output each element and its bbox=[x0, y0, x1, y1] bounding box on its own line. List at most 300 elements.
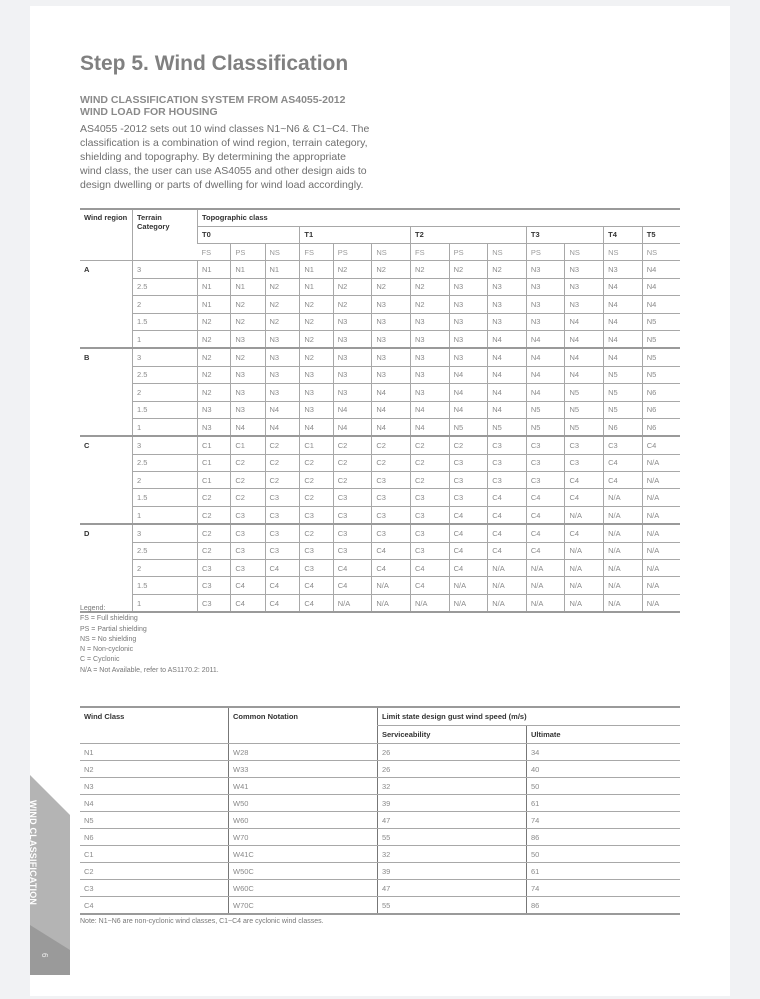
wind-class-cell: C2 bbox=[265, 472, 300, 489]
terrain-cell: 2 bbox=[133, 296, 198, 313]
wind-class-cell: C3 bbox=[410, 489, 449, 506]
wind-class-cell: C3 bbox=[265, 506, 300, 524]
wind-class-cell: N3 bbox=[449, 296, 488, 313]
wind-class-cell: C4 bbox=[80, 897, 229, 915]
wind-class-cell: N5 bbox=[642, 366, 680, 383]
table-row bbox=[80, 744, 680, 761]
wind-class-cell: C4 bbox=[449, 506, 488, 524]
wind-class-cell: N5 bbox=[449, 418, 488, 436]
wind-class-cell: C3 bbox=[410, 542, 449, 559]
wind-class-cell: N4 bbox=[488, 384, 527, 401]
page-title: Step 5. Wind Classification bbox=[80, 52, 349, 75]
wind-class-cell: N/A bbox=[642, 577, 680, 594]
topo-class-t4: T4 bbox=[604, 227, 643, 244]
shielding-label: NS bbox=[565, 244, 604, 261]
wind-class-cell: N4 bbox=[526, 330, 565, 348]
terrain-cell: 1 bbox=[133, 418, 198, 436]
wind-class-cell: N3 bbox=[231, 330, 265, 348]
wind-class-cell: C3 bbox=[410, 506, 449, 524]
table-row bbox=[80, 278, 680, 295]
wind-class-cell: N3 bbox=[449, 278, 488, 295]
wind-class-cell: N3 bbox=[300, 366, 333, 383]
header-wind-region: Wind region bbox=[80, 209, 133, 261]
wind-class-cell: C4 bbox=[488, 524, 527, 542]
page-number: 6 bbox=[40, 953, 49, 958]
wind-class-cell: N3 bbox=[265, 330, 300, 348]
table-note: Note: N1~N6 are non-cyclonic wind classes, C1~C4 are cyclonic wind classes. bbox=[80, 918, 324, 925]
wind-class-cell: N4 bbox=[449, 401, 488, 418]
wind-class-cell: C1 bbox=[198, 472, 231, 489]
wind-class-cell: N2 bbox=[231, 348, 265, 366]
header-terrain-category: Terrain Category bbox=[133, 209, 198, 261]
shielding-label: NS bbox=[265, 244, 300, 261]
table-row bbox=[80, 880, 680, 897]
table-row bbox=[80, 261, 680, 278]
wind-class-cell: N4 bbox=[231, 418, 265, 436]
wind-class-cell: N5 bbox=[565, 401, 604, 418]
topo-class-t3: T3 bbox=[526, 227, 603, 244]
header-wind-class: Wind Class bbox=[80, 707, 229, 744]
table-row bbox=[80, 348, 680, 366]
table-row bbox=[80, 812, 680, 829]
wind-class-cell: C1 bbox=[198, 436, 231, 454]
wind-class-cell: N3 bbox=[449, 348, 488, 366]
wind-class-cell: C4 bbox=[449, 542, 488, 559]
terrain-cell: 3 bbox=[133, 436, 198, 454]
table-row bbox=[80, 296, 680, 313]
legend-title: Legend: bbox=[80, 605, 106, 612]
terrain-cell: 1.5 bbox=[133, 313, 198, 330]
wind-class-cell: N4 bbox=[604, 330, 643, 348]
wind-class-cell: N3 bbox=[333, 330, 372, 348]
wind-class-cell: C4 bbox=[372, 542, 411, 559]
wind-class-cell: C2 bbox=[449, 436, 488, 454]
wind-class-cell: C1 bbox=[198, 454, 231, 471]
wind-class-cell: C2 bbox=[198, 506, 231, 524]
document-page bbox=[30, 6, 730, 996]
wind-class-cell: N1 bbox=[300, 278, 333, 295]
legend-item: C = Cyclonic bbox=[80, 656, 120, 664]
wind-class-cell: N3 bbox=[410, 313, 449, 330]
wind-class-cell: N4 bbox=[488, 401, 527, 418]
wind-class-cell: C3 bbox=[410, 524, 449, 542]
topo-class-t5: T5 bbox=[642, 227, 680, 244]
notation-cell: W41 bbox=[229, 778, 378, 795]
wind-class-cell: C4 bbox=[604, 472, 643, 489]
table-row bbox=[80, 897, 680, 915]
legend bbox=[80, 604, 219, 676]
wind-class-cell: C4 bbox=[265, 560, 300, 577]
wind-class-cell: C4 bbox=[449, 560, 488, 577]
wind-class-cell: C2 bbox=[410, 454, 449, 471]
terrain-cell: 2 bbox=[133, 384, 198, 401]
wind-class-cell: N/A bbox=[565, 542, 604, 559]
ultimate-cell: 61 bbox=[527, 795, 681, 812]
terrain-cell: 1 bbox=[133, 506, 198, 524]
wind-class-cell: N2 bbox=[333, 261, 372, 278]
wind-class-cell: N/A bbox=[604, 524, 643, 542]
wind-class-cell: C4 bbox=[333, 560, 372, 577]
wind-class-cell: C4 bbox=[526, 506, 565, 524]
wind-class-cell: C4 bbox=[565, 472, 604, 489]
wind-class-cell: N5 bbox=[642, 330, 680, 348]
wind-class-cell: C2 bbox=[231, 472, 265, 489]
wind-class-cell: N2 bbox=[410, 261, 449, 278]
wind-class-cell: N1 bbox=[80, 744, 229, 761]
wind-class-cell: N/A bbox=[642, 489, 680, 506]
table-row bbox=[80, 761, 680, 778]
wind-class-cell: N3 bbox=[372, 330, 411, 348]
shielding-label: PS bbox=[333, 244, 372, 261]
wind-class-cell: N2 bbox=[265, 296, 300, 313]
wind-class-cell: N/A bbox=[565, 577, 604, 594]
wind-class-cell: N4 bbox=[604, 313, 643, 330]
wind-class-cell: C3 bbox=[488, 472, 527, 489]
terrain-cell: 3 bbox=[133, 261, 198, 278]
wind-class-cell: N3 bbox=[488, 296, 527, 313]
wind-class-cell: C2 bbox=[198, 489, 231, 506]
ultimate-cell: 61 bbox=[527, 863, 681, 880]
ultimate-cell: 50 bbox=[527, 846, 681, 863]
wind-class-cell: N6 bbox=[604, 418, 643, 436]
wind-class-cell: N4 bbox=[642, 261, 680, 278]
header-limit-state: Limit state design gust wind speed (m/s) bbox=[378, 707, 681, 726]
wind-class-cell: C4 bbox=[526, 489, 565, 506]
wind-class-cell: N/A bbox=[565, 560, 604, 577]
wind-class-cell: C3 bbox=[333, 489, 372, 506]
wind-class-cell: N/A bbox=[642, 472, 680, 489]
wind-class-cell: C1 bbox=[231, 436, 265, 454]
wind-class-cell: N4 bbox=[449, 384, 488, 401]
wind-region-cell bbox=[80, 313, 133, 330]
terrain-cell: 1.5 bbox=[133, 489, 198, 506]
wind-class-cell: N2 bbox=[198, 330, 231, 348]
notation-cell: W41C bbox=[229, 846, 378, 863]
terrain-cell: 2.5 bbox=[133, 454, 198, 471]
wind-class-cell: N/A bbox=[449, 577, 488, 594]
wind-class-cell: N/A bbox=[526, 560, 565, 577]
wind-class-cell: N2 bbox=[80, 761, 229, 778]
wind-class-cell: C4 bbox=[488, 506, 527, 524]
wind-class-cell: N4 bbox=[565, 366, 604, 383]
serviceability-cell: 32 bbox=[378, 846, 527, 863]
header-common-notation: Common Notation bbox=[229, 707, 378, 744]
ultimate-cell: 86 bbox=[527, 829, 681, 846]
wind-class-cell: N4 bbox=[372, 418, 411, 436]
wind-class-cell: C2 bbox=[198, 542, 231, 559]
ultimate-cell: 74 bbox=[527, 812, 681, 829]
wind-class-cell: C3 bbox=[565, 454, 604, 471]
wind-class-cell: N1 bbox=[231, 278, 265, 295]
serviceability-cell: 32 bbox=[378, 778, 527, 795]
wind-class-cell: N4 bbox=[265, 418, 300, 436]
wind-region-cell bbox=[80, 454, 133, 471]
header-serviceability: Serviceability bbox=[378, 726, 527, 744]
wind-class-cell: C2 bbox=[300, 454, 333, 471]
ultimate-cell: 86 bbox=[527, 897, 681, 915]
wind-region-cell bbox=[80, 330, 133, 348]
wind-class-cell: N4 bbox=[449, 366, 488, 383]
wind-class-cell: N1 bbox=[300, 261, 333, 278]
wind-class-cell: N3 bbox=[565, 278, 604, 295]
wind-class-cell: N2 bbox=[333, 296, 372, 313]
wind-class-cell: N2 bbox=[265, 278, 300, 295]
wind-class-cell: N/A bbox=[488, 577, 527, 594]
wind-class-cell: C4 bbox=[231, 594, 265, 612]
wind-class-cell: N/A bbox=[604, 594, 643, 612]
wind-class-cell: N3 bbox=[372, 348, 411, 366]
terrain-cell: 3 bbox=[133, 524, 198, 542]
table-row bbox=[80, 366, 680, 383]
wind-class-cell: C3 bbox=[372, 489, 411, 506]
wind-class-cell: N3 bbox=[410, 330, 449, 348]
wind-class-cell: C3 bbox=[198, 594, 231, 612]
wind-class-cell: C3 bbox=[565, 436, 604, 454]
wind-class-cell: N4 bbox=[565, 330, 604, 348]
wind-class-cell: C4 bbox=[265, 594, 300, 612]
table-row bbox=[80, 384, 680, 401]
wind-class-cell: C4 bbox=[526, 542, 565, 559]
shielding-label: FS bbox=[300, 244, 333, 261]
wind-class-cell: N4 bbox=[265, 401, 300, 418]
wind-table-body bbox=[80, 261, 680, 612]
terrain-cell: 2.5 bbox=[133, 542, 198, 559]
wind-class-cell: C2 bbox=[333, 454, 372, 471]
wind-class-cell: C4 bbox=[488, 542, 527, 559]
wind-region-cell bbox=[80, 384, 133, 401]
wind-class-cell: N/A bbox=[642, 524, 680, 542]
wind-class-cell: N3 bbox=[565, 296, 604, 313]
wind-class-cell: N/A bbox=[604, 560, 643, 577]
wind-class-cell: N3 bbox=[231, 401, 265, 418]
table-row bbox=[80, 472, 680, 489]
table-row bbox=[80, 577, 680, 594]
wind-class-cell: C3 bbox=[372, 506, 411, 524]
shielding-label: PS bbox=[526, 244, 565, 261]
wind-class-cell: N3 bbox=[604, 261, 643, 278]
ultimate-cell: 40 bbox=[527, 761, 681, 778]
wind-class-cell: N4 bbox=[488, 330, 527, 348]
legend-item: N = Non-cyclonic bbox=[80, 646, 134, 654]
side-tab-label: WIND CLASSIFICATION bbox=[28, 800, 38, 906]
wind-class-cell: N1 bbox=[231, 261, 265, 278]
wind-class-cell: C1 bbox=[80, 846, 229, 863]
serviceability-cell: 26 bbox=[378, 744, 527, 761]
wind-class-cell: N/A bbox=[604, 542, 643, 559]
table-row bbox=[80, 846, 680, 863]
wind-class-cell: N4 bbox=[372, 384, 411, 401]
shielding-label: NS bbox=[604, 244, 643, 261]
wind-class-cell: N3 bbox=[449, 313, 488, 330]
wind-region-cell: D bbox=[84, 529, 90, 539]
wind-class-cell: N5 bbox=[642, 348, 680, 366]
wind-region-cell bbox=[80, 401, 133, 418]
wind-class-cell: N4 bbox=[642, 278, 680, 295]
wind-class-cell: N3 bbox=[410, 366, 449, 383]
wind-class-cell: C3 bbox=[604, 436, 643, 454]
terrain-cell: 2 bbox=[133, 472, 198, 489]
wind-class-cell: N/A bbox=[642, 542, 680, 559]
wind-class-cell: N3 bbox=[265, 384, 300, 401]
wind-class-cell: C3 bbox=[333, 542, 372, 559]
terrain-cell: 2.5 bbox=[133, 278, 198, 295]
wind-class-cell: C2 bbox=[372, 436, 411, 454]
wind-class-cell: N4 bbox=[333, 401, 372, 418]
table-row bbox=[80, 313, 680, 330]
wind-class-cell: N4 bbox=[565, 313, 604, 330]
subtitle-line-2: WIND LOAD FOR HOUSING bbox=[80, 106, 218, 118]
wind-class-cell: N3 bbox=[410, 384, 449, 401]
wind-class-cell: C3 bbox=[526, 454, 565, 471]
wind-class-cell: C3 bbox=[231, 542, 265, 559]
wind-class-cell: C2 bbox=[333, 436, 372, 454]
wind-class-cell: N3 bbox=[333, 384, 372, 401]
shielding-label: FS bbox=[410, 244, 449, 261]
table-row bbox=[80, 401, 680, 418]
wind-class-cell: N6 bbox=[642, 418, 680, 436]
wind-class-cell: N5 bbox=[642, 313, 680, 330]
wind-class-cell: C2 bbox=[198, 524, 231, 542]
intro-paragraph: AS4055 -2012 sets out 10 wind classes N1~N6 & C1~C4. The classification is a combination of wind region, terrain category, shielding and topography. By determining the appropriate wind class, the user can use AS4055 and other design aids to design dwelling or parts of dwelling for wind load accordingly. bbox=[80, 123, 370, 191]
wind-class-cell: N2 bbox=[410, 278, 449, 295]
wind-class-cell: C2 bbox=[231, 489, 265, 506]
serviceability-cell: 39 bbox=[378, 795, 527, 812]
header-topographic-class: Topographic class bbox=[198, 209, 681, 227]
wind-class-cell: N4 bbox=[526, 348, 565, 366]
table-row bbox=[80, 542, 680, 559]
topo-class-t0: T0 bbox=[198, 227, 300, 244]
wind-class-cell: N4 bbox=[642, 296, 680, 313]
terrain-cell: 2.5 bbox=[133, 366, 198, 383]
wind-region-cell bbox=[80, 278, 133, 295]
table-row bbox=[80, 863, 680, 880]
wind-class-cell: C3 bbox=[231, 524, 265, 542]
wind-class-cell: N3 bbox=[231, 366, 265, 383]
wind-class-cell: C2 bbox=[231, 454, 265, 471]
wind-class-cell: C3 bbox=[449, 454, 488, 471]
wind-class-cell: N4 bbox=[410, 401, 449, 418]
wind-class-cell: N2 bbox=[372, 261, 411, 278]
wind-class-cell: N/A bbox=[488, 594, 527, 612]
wind-class-cell: C4 bbox=[449, 524, 488, 542]
wind-class-cell: N3 bbox=[265, 348, 300, 366]
wind-class-cell: N2 bbox=[410, 296, 449, 313]
wind-class-cell: N/A bbox=[526, 577, 565, 594]
wind-class-cell: N3 bbox=[526, 313, 565, 330]
wind-class-cell: N3 bbox=[372, 296, 411, 313]
wind-class-cell: N4 bbox=[333, 418, 372, 436]
wind-region-cell bbox=[80, 542, 133, 559]
wind-class-cell: N2 bbox=[300, 330, 333, 348]
notation-cell: W70C bbox=[229, 897, 378, 915]
wind-class-cell: C2 bbox=[80, 863, 229, 880]
notation-cell: W28 bbox=[229, 744, 378, 761]
wind-class-cell: N3 bbox=[333, 313, 372, 330]
wind-class-cell: N3 bbox=[300, 401, 333, 418]
wind-class-cell: C3 bbox=[488, 436, 527, 454]
legend-item: PS = Partial shielding bbox=[80, 625, 147, 633]
wind-classification-table bbox=[80, 208, 680, 613]
wind-class-cell: N1 bbox=[198, 278, 231, 295]
wind-class-cell: C4 bbox=[300, 577, 333, 594]
wind-class-cell: C3 bbox=[231, 560, 265, 577]
terrain-cell: 1.5 bbox=[133, 401, 198, 418]
notation-cell: W50C bbox=[229, 863, 378, 880]
wind-region-cell bbox=[80, 296, 133, 313]
table-row bbox=[80, 506, 680, 524]
notation-cell: W50 bbox=[229, 795, 378, 812]
shielding-label: PS bbox=[231, 244, 265, 261]
legend-item: FS = Full shielding bbox=[80, 615, 138, 623]
wind-class-cell: N/A bbox=[565, 594, 604, 612]
wind-class-cell: N3 bbox=[526, 278, 565, 295]
wind-class-cell: N4 bbox=[410, 418, 449, 436]
shielding-label: FS bbox=[198, 244, 231, 261]
wind-class-cell: N2 bbox=[198, 366, 231, 383]
wind-class-cell: N5 bbox=[565, 418, 604, 436]
wind-class-cell: N4 bbox=[80, 795, 229, 812]
wind-class-cell: N3 bbox=[231, 384, 265, 401]
table-row bbox=[80, 778, 680, 795]
wind-class-cell: N5 bbox=[526, 418, 565, 436]
section-subtitle bbox=[80, 94, 345, 118]
wind-class-cell: N/A bbox=[372, 594, 411, 612]
wind-class-cell: N3 bbox=[80, 778, 229, 795]
terrain-cell: 1 bbox=[133, 594, 198, 612]
wind-class-cell: C2 bbox=[410, 472, 449, 489]
wind-region-cell bbox=[80, 506, 133, 524]
wind-class-cell: C4 bbox=[565, 524, 604, 542]
notation-cell: W60C bbox=[229, 880, 378, 897]
wind-region-cell: B bbox=[84, 353, 90, 363]
wind-class-cell: C3 bbox=[300, 542, 333, 559]
serviceability-cell: 47 bbox=[378, 880, 527, 897]
wind-class-cell: C2 bbox=[300, 524, 333, 542]
wind-class-cell: C2 bbox=[410, 436, 449, 454]
topo-class-t1: T1 bbox=[300, 227, 411, 244]
table-row bbox=[80, 560, 680, 577]
wind-class-cell: N6 bbox=[642, 384, 680, 401]
wind-class-cell: N/A bbox=[333, 594, 372, 612]
wind-class-cell: N2 bbox=[300, 348, 333, 366]
wind-class-cell: N4 bbox=[300, 418, 333, 436]
wind-class-cell: C1 bbox=[300, 436, 333, 454]
wind-class-cell: N1 bbox=[265, 261, 300, 278]
wind-class-cell: C4 bbox=[300, 594, 333, 612]
serviceability-cell: 55 bbox=[378, 829, 527, 846]
wind-class-cell: N5 bbox=[80, 812, 229, 829]
table-row bbox=[80, 489, 680, 506]
wind-class-cell: N2 bbox=[198, 384, 231, 401]
wind-class-cell: C4 bbox=[333, 577, 372, 594]
wind-class-cell: C3 bbox=[300, 560, 333, 577]
notation-cell: W33 bbox=[229, 761, 378, 778]
wind-class-cell: N/A bbox=[372, 577, 411, 594]
wind-class-cell: C3 bbox=[265, 489, 300, 506]
wind-region-cell: C bbox=[84, 441, 90, 451]
table-row bbox=[80, 795, 680, 812]
terrain-cell: 1 bbox=[133, 330, 198, 348]
wind-class-cell: N5 bbox=[526, 401, 565, 418]
wind-region-cell bbox=[80, 560, 133, 577]
wind-class-cell: N/A bbox=[642, 506, 680, 524]
wind-class-cell: N5 bbox=[604, 401, 643, 418]
wind-class-cell: N3 bbox=[449, 330, 488, 348]
wind-class-cell: N1 bbox=[198, 261, 231, 278]
wind-class-cell: C3 bbox=[488, 454, 527, 471]
wind-region-cell bbox=[80, 489, 133, 506]
wind-class-cell: C4 bbox=[410, 560, 449, 577]
